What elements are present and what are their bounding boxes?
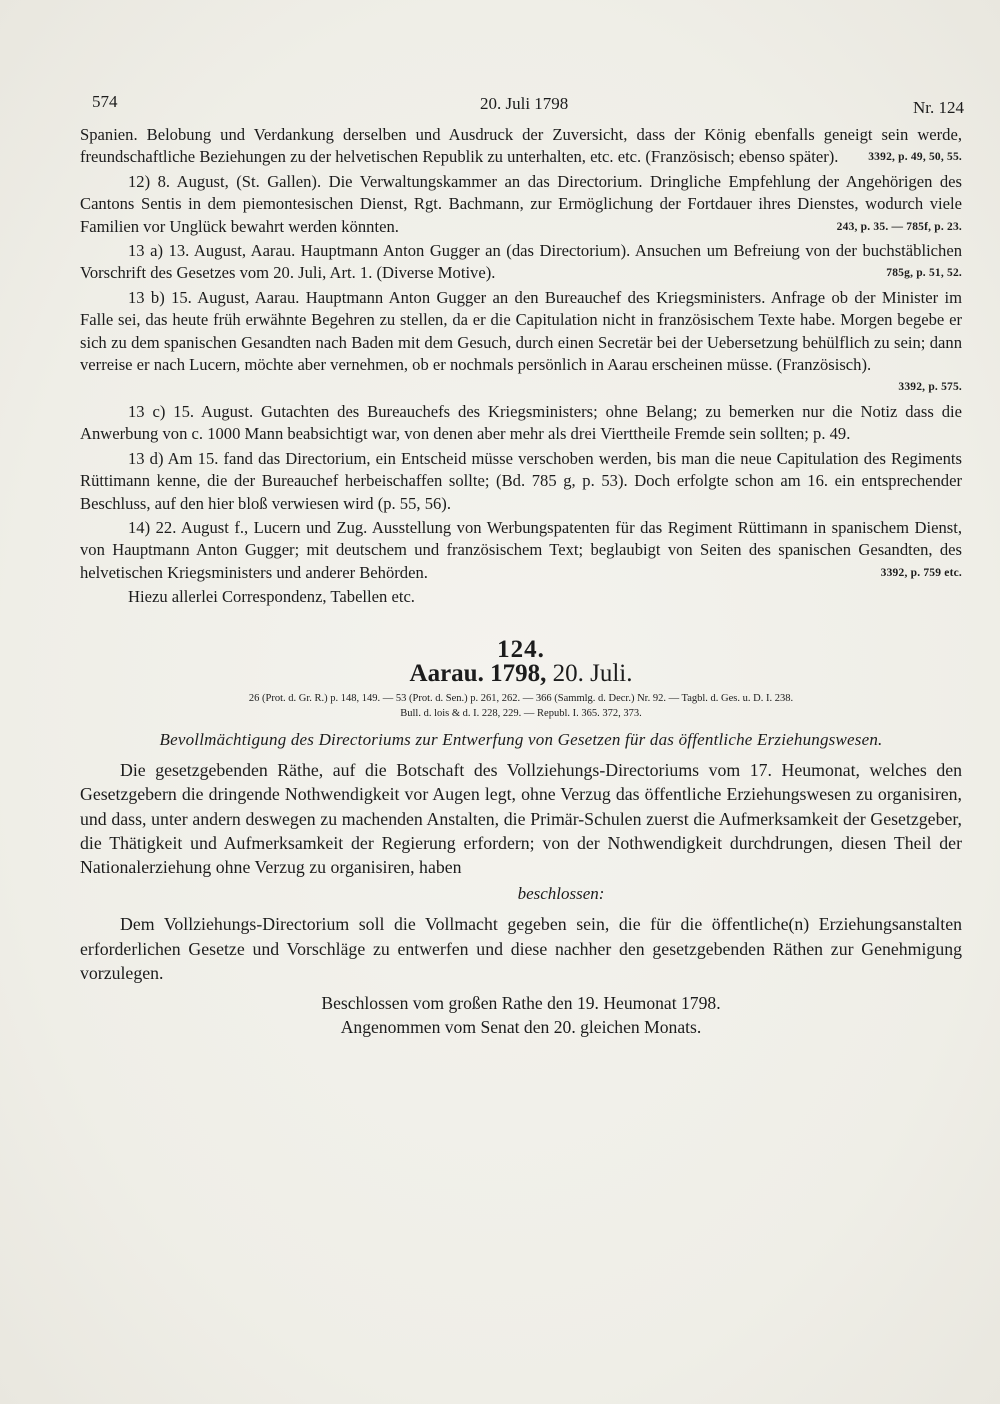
document-title: Bevollmächtigung des Directoriums zur Entwerfung von Gesetzen für das öffentliche Erziehungswesen. — [159, 730, 883, 750]
decree-paragraph: Dem Vollziehungs-Directorium soll die Vollmacht gegeben sein, die für die öffentliche(n) Erziehungsanstalten erforderlichen Gesetze und Vorschläge zu entwerfen und diese nachher den gesetzgebenden Räthen zur Genehmigung vorzulegen. — [80, 914, 962, 983]
entry-14 — [80, 517, 962, 584]
entry-note — [80, 586, 962, 608]
document-year: 1798, — [490, 659, 547, 687]
header-date: 20. Juli 1798 — [480, 94, 569, 113]
entry-reference: 3392, p. 49, 50, 55. — [868, 151, 962, 164]
entry-text: 13 d) Am 15. fand das Directorium, ein Entscheid müsse verschoben werden, bis man die neue Capitulation des Regiments Rüttimann kenne, die der Bureauchef herbeischaffen sollte; (Bd. 785 g, p. 53). Doch erfolgte schon am 16. ein entsprechender Beschluss, auf den hier bloß verwiesen wird (p. 55, 56). — [80, 448, 962, 513]
entry-reference: 3392, p. 575. — [898, 381, 962, 394]
entry-12 — [80, 171, 962, 238]
entry-continuation — [80, 124, 962, 169]
entry-reference: 243, p. 35. — 785f, p. 23. — [836, 220, 962, 233]
entry-text: 13 c) 15. August. Gutachten des Bureauchefs des Kriegsministers; ohne Belang; zu bemerken nur die Notiz dass die Anwerbung von c. 1000 Mann beabsichtigt war, von denen aber mehr als drei Vierttheile Fremde sein sollten; p. 49. — [80, 401, 962, 444]
entry-text: 14) 22. August f., Lucern und Zug. Ausstellung von Werbungspatenten für das Regiment Rüttimann in spanischem Dienst, von Hauptmann Anton Gugger; mit deutschem und französischem Text; beglaubigt von Seiten des spanischen Gesandten, des helvetischen Kriegsministers und anderer Behörden. — [80, 517, 962, 582]
protocol-references — [80, 691, 962, 721]
entry-text: Hiezu allerlei Correspondenz, Tabellen etc. — [128, 587, 415, 607]
protocol-line: Bull. d. lois & d. I. 228, 229. — Republ. I. 365. 372, 373. — [400, 708, 642, 720]
closing-line-council: Beschlossen vom großen Rathe den 19. Heumonat 1798. — [321, 993, 721, 1014]
entry-reference: 3392, p. 759 etc. — [880, 566, 962, 579]
preamble-paragraph: Die gesetzgebenden Räthe, auf die Botschaft des Vollziehungs-Directoriums vom 17. Heumonat, welches den Gesetzgebern die dringende Nothwendigkeit vor Augen legt, ohne Verzug das öffentliche Erziehungswesen zu organisiren, und dass, unter andern deswegen zu machenden Anstalten, die Primär-Schulen zuerst die Aufmerksamkeit der Gesetzgeber, die Thätigkeit und Aufmerksamkeit der Regierung erfordern; von der Nothwendigkeit durchdrungen, diesen Theil der Nationalerziehung ohne Verzug zu organisiren, haben — [80, 759, 962, 878]
document-place-date — [80, 659, 962, 687]
entry-text: 13 b) 15. August, Aarau. Hauptmann Anton Gugger an den Bureauchef des Kriegsministers. Anfrage ob der Minister im Falle sei, das heute früh erwähnte Begehren zu stellen, da er die Capitulation nicht in französischem Texte habe. Morgen begebe er sich zu dem spanischen Gesandten nach Baden mit dem Gesuch, durch einen Secretär bei der Uebersetzung behülflich zu sein; dann verreise er nach Lucern, möchte aber vernehmen, ob er nochmals persönlich in Aarau erscheinen müsse. (Französisch). — [80, 287, 962, 375]
page-number: 574 — [92, 92, 118, 111]
entry-13c — [80, 401, 962, 446]
closing-block — [80, 991, 962, 1039]
document-number: 124. — [497, 635, 545, 663]
closing-line-senate: Angenommen vom Senat den 20. gleichen Monats. — [340, 1017, 702, 1038]
entry-13d — [80, 448, 962, 515]
running-header — [92, 92, 964, 122]
resolved-heading: beschlossen: — [517, 883, 605, 903]
document-place: Aarau. — [409, 659, 484, 687]
document-day: 20. Juli. — [552, 659, 633, 687]
entry-text: 12) 8. August, (St. Gallen). Die Verwaltungskammer an das Directorium. Dringliche Empfehlung der Angehörigen des Cantons Sentis in dem piemontesischen Dienst, Rgt. Bachmann, zur Ermöglichung der Fortdauer ihres Dienstes, wodurch viele Familien vor Unglück bewahrt werden könnten. — [80, 171, 962, 236]
entry-text: 13 a) 13. August, Aarau. Hauptmann Anton Gugger an (das Directorium). Ansuchen um Befreiung von der buchstäblichen Vorschrift des Gesetzes vom 20. Juli, Art. 1. (Diverse Motive). — [80, 241, 962, 283]
entry-13a — [80, 240, 962, 285]
entry-reference: 785g, p. 51, 52. — [886, 267, 962, 280]
page-body — [80, 124, 962, 1039]
header-document-number: Nr. 124 — [913, 98, 964, 117]
entry-text: Spanien. Belobung und Verdankung derselben und Ausdruck der Zuversicht, dass der König ebenfalls geneigt sein werde, freundschaftliche Beziehungen zu der helvetischen Republik zu unterhalten, etc. etc. (Französisch; ebenso später). — [80, 125, 962, 167]
protocol-line: 26 (Prot. d. Gr. R.) p. 148, 149. — 53 (Prot. d. Sen.) p. 261, 262. — 366 (Sammlg. d. Decr.) Nr. 92. — Tagbl. d. Ges. u. D. I. 238. — [248, 693, 794, 705]
document-main-text — [80, 758, 962, 1040]
entry-13b — [80, 287, 962, 399]
